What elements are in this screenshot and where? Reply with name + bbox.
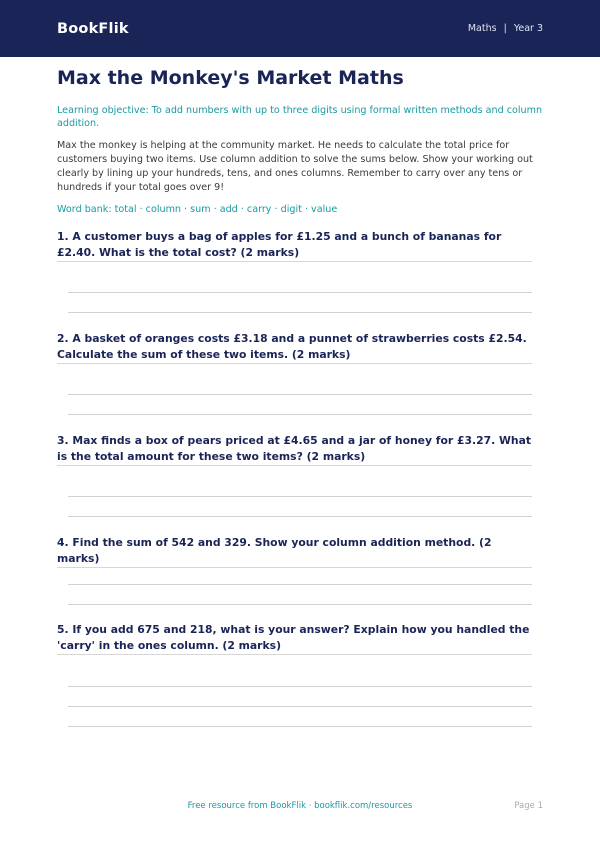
learning-objective: Learning objective: To add numbers with up to three digits using formal written methods and column addition. (57, 104, 543, 130)
footer-credit-link[interactable]: Free resource from BookFlik · bookflik.com/resources (187, 801, 413, 811)
subject-label: Maths (467, 23, 497, 34)
answer-line[interactable] (68, 414, 532, 415)
question-2: 2. A basket of oranges costs £3.18 and a punnet of strawberries costs £2.54. Calculate the sum of these two items. (2 marks) (57, 331, 532, 364)
site-header (0, 0, 600, 57)
intro-paragraph: Max the monkey is helping at the community market. He needs to calculate the total price for customers buying two items. Use column addition to solve the sums below. Show your working out clearly by lining up your hundreds, tens, and ones columns. Remember to carry over any tens or hundreds if your total goes over 9! (57, 140, 533, 193)
page-number: Page 1 (514, 801, 543, 811)
answer-line[interactable] (68, 394, 532, 395)
question-5: 5. If you add 675 and 218, what is your answer? Explain how you handled the 'carry' in the ones column. (2 marks) (57, 622, 532, 655)
header-meta (468, 23, 543, 34)
answer-line[interactable] (68, 496, 532, 497)
answer-line[interactable] (68, 726, 532, 727)
question-block-4 (57, 535, 532, 568)
meta-separator: | (503, 23, 507, 34)
brand-logo[interactable]: BookFlik (57, 20, 129, 37)
worksheet-content (0, 67, 600, 215)
question-block-5 (57, 622, 532, 655)
question-3: 3. Max finds a box of pears priced at £4.65 and a jar of honey for £3.27. What is the total amount for these two items? (2 marks) (57, 433, 532, 466)
question-block-1 (57, 229, 532, 262)
question-block-3 (57, 433, 532, 466)
answer-line[interactable] (68, 516, 532, 517)
answer-line[interactable] (68, 584, 532, 585)
question-1: 1. A customer buys a bag of apples for £1.25 and a bunch of bananas for £2.40. What is the total cost? (2 marks) (57, 229, 532, 262)
word-bank: Word bank: total · column · sum · add · carry · digit · value (57, 203, 338, 215)
answer-line[interactable] (68, 706, 532, 707)
answer-line[interactable] (68, 686, 532, 687)
year-label: Year 3 (513, 23, 543, 34)
question-block-2 (57, 331, 532, 364)
answer-line[interactable] (68, 292, 532, 293)
page-title: Max the Monkey's Market Maths (57, 67, 404, 89)
answer-line[interactable] (68, 604, 532, 605)
question-4: 4. Find the sum of 542 and 329. Show your column addition method. (2 marks) (57, 535, 532, 568)
answer-line[interactable] (68, 312, 532, 313)
